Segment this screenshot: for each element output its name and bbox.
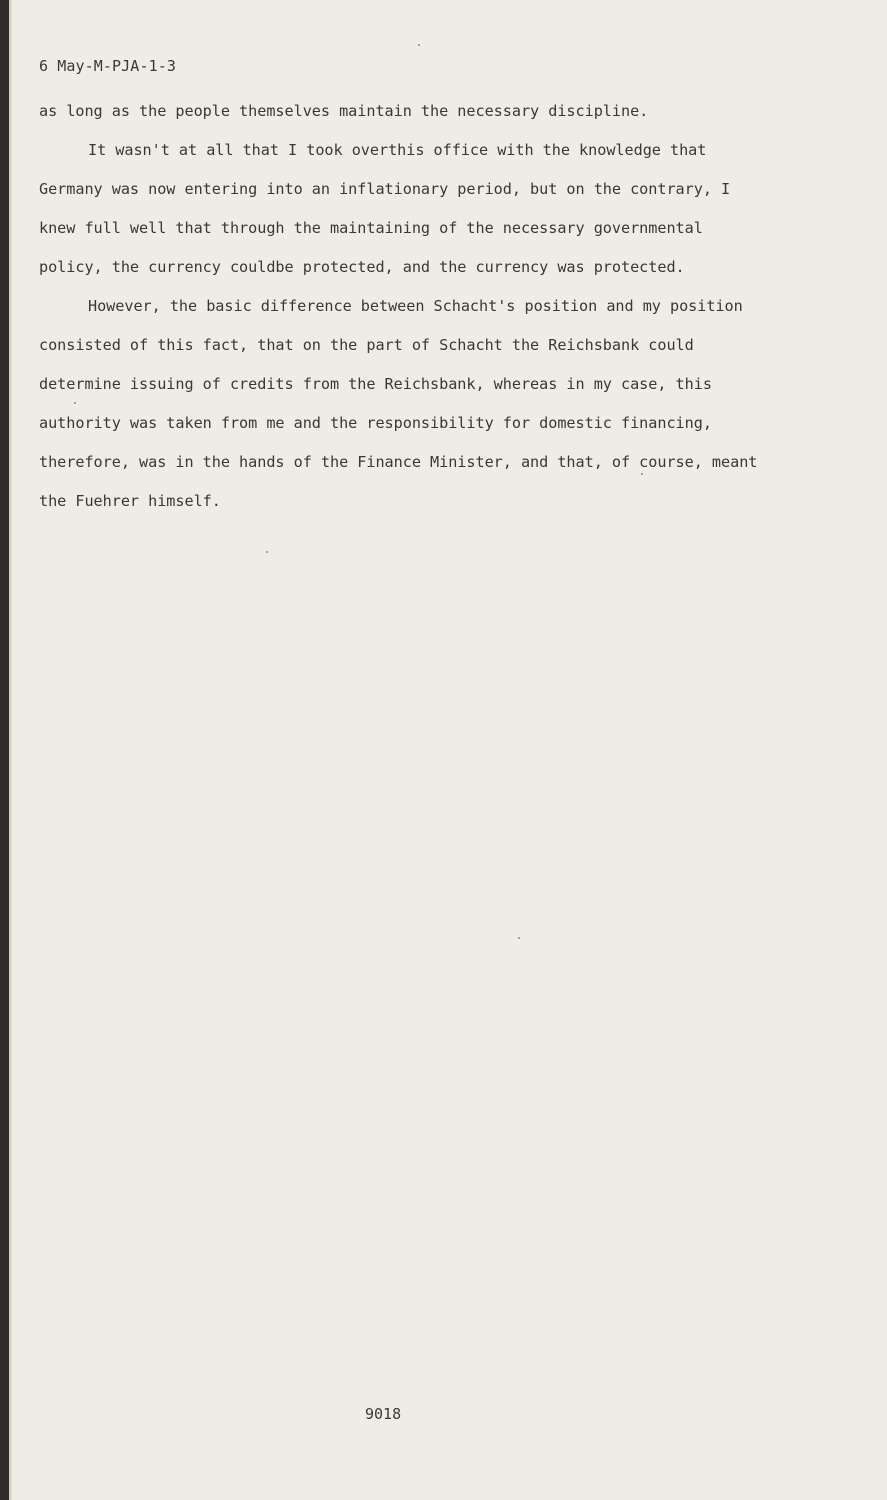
- page-header-reference: 6 May-M-PJA-1-3: [39, 57, 176, 75]
- document-body: [39, 92, 829, 521]
- binding-edge-shadow: [9, 0, 13, 1500]
- paragraph-inflation: It wasn't at all that I took overthis office with the knowledge that Germany was now entering into an inflationary period, but on the contrary, I knew full well that through the maintaining of the necessary governmental policy, the currency couldbe protected, and the currency was protected.: [39, 141, 731, 276]
- paragraph-continuation: as long as the people themselves maintain the necessary discipline.: [39, 102, 649, 120]
- paper-speck: [266, 551, 268, 553]
- binding-edge: [0, 0, 9, 1500]
- paper-speck: [418, 44, 420, 46]
- paper-speck: [518, 937, 520, 939]
- page-number: 9018: [365, 1405, 402, 1423]
- paper-speck: [641, 473, 643, 475]
- paper-speck: [74, 402, 76, 404]
- paragraph-schacht-difference: However, the basic difference between Schacht's position and my position consisted of this fact, that on the part of Schacht the Reichsbank could determine issuing of credits from the Reichsbank, whereas in my case, this authority was taken from me and the responsibility for domestic financing, therefore, was in the hands of the Finance Minister, and that, of course, meant the Fuehrer himself.: [39, 297, 758, 510]
